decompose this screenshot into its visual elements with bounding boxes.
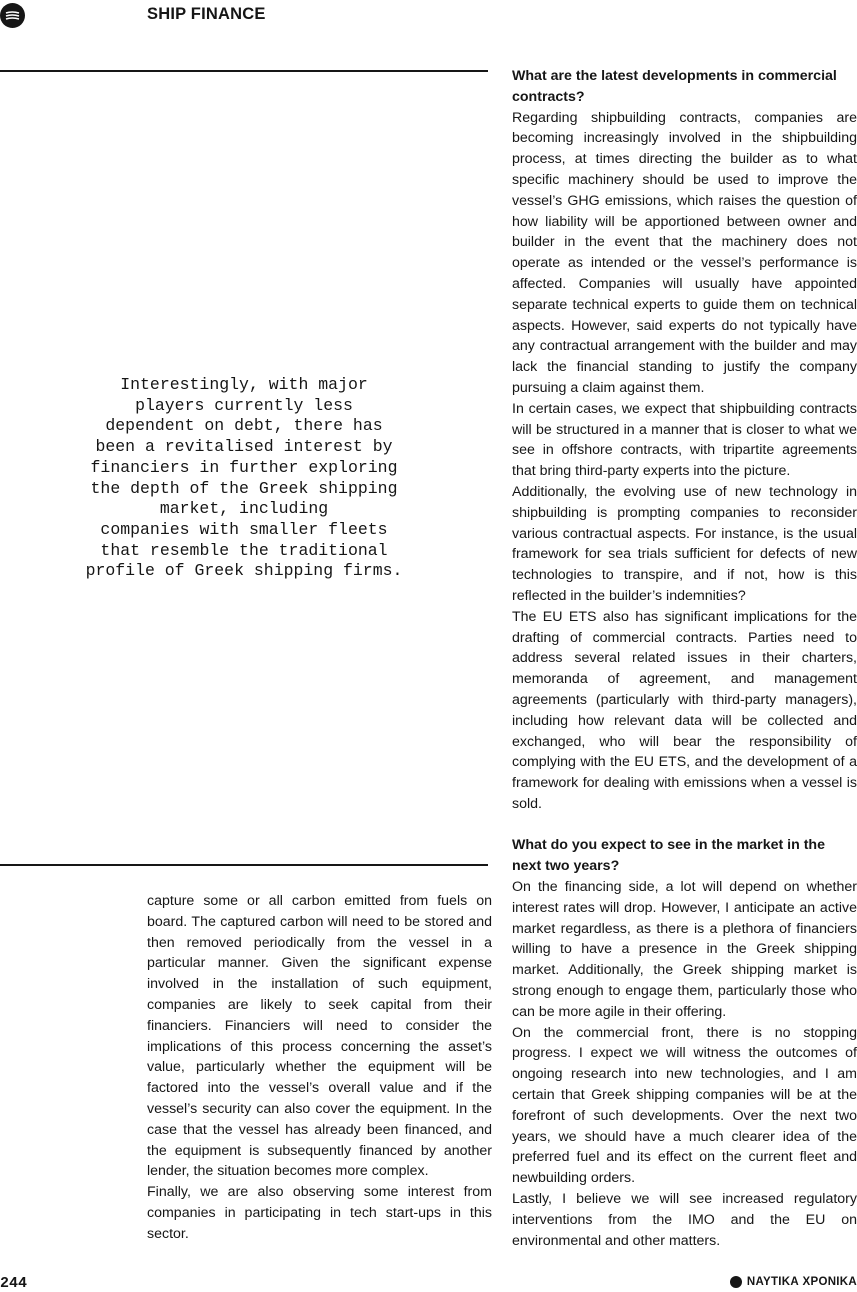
paragraph: Additionally, the evolving use of new technology in shipbuilding is prompting companies to reconsider various contractual aspects. For instance, is the usual framework for sea trials sufficient for defects of new technologies to transpire, and if not, how is this reflected in the builder’s indemnities? bbox=[512, 483, 857, 604]
paragraph: Regarding shipbuilding contracts, companies are becoming increasingly involved in the shipbuilding process, at times directing the builder as to what specific machinery should be used to improve the vessel’s GHG emissions, which raises the question of how liability will be apportioned between owner and builder in the event that the machinery does not operate as intended or the vessel’s performance is affected. Companies will usually have appointed separate technical experts to guide them on technical aspects. However, said experts do not typically have any contractual arrangement with the builder and may lack the financial standing to justify the company pursuing a claim against them. bbox=[512, 109, 857, 396]
left-text-column bbox=[147, 891, 492, 1245]
paragraph: Finally, we are also observing some interest from companies in participating in tech start-ups in this sector. bbox=[147, 1184, 492, 1242]
question-heading: What do you expect to see in the market in the next two years? bbox=[512, 837, 825, 875]
paragraph: On the commercial front, there is no stopping progress. I expect we will witness the outcomes of ongoing research into new technologies, and I am certain that Greek shipping companies will be at the forefront of such developments. Over the next two years, we should have a much clearer idea of the preferred fuel and its effect on the current fleet and newbuilding orders. bbox=[512, 1024, 857, 1187]
section-title: SHIP FINANCE bbox=[147, 5, 266, 23]
top-divider bbox=[0, 70, 488, 72]
pull-quote: Interestingly, with major players currently less dependent on debt, there has been a revitalised interest by financiers in further exploring the depth of the Greek shipping market, including companies with smaller fleets that resemble the traditional profile of Greek shipping firms. bbox=[85, 375, 403, 581]
page-number: 244 bbox=[0, 1275, 28, 1292]
bottom-divider bbox=[0, 864, 488, 866]
brand-logo-icon bbox=[730, 1276, 742, 1288]
paragraph: On the financing side, a lot will depend on whether interest rates will drop. However, I anticipate an active market regardless, as there is a plethora of financiers willing to have a presence in the Greek shipping market. Additionally, the Greek shipping market is strong enough to engage them, particularly those who can be more agile in their offering. bbox=[512, 879, 857, 1020]
paragraph: capture some or all carbon emitted from fuels on board. The captured carbon will need to be stored and then removed periodically from the vessel in a particular manner. Given the significant expense involved in the installation of such equipment, companies are likely to seek capital from their financiers. Financiers will need to consider the implications of this process concerning the asset’s value, particularly whether the equipment will be factored into the vessel’s overall value and if the vessel’s security can also cover the equipment. In the case that the vessel has already been financed, and the equipment is subsequently financed by another lender, the situation becomes more complex. bbox=[147, 893, 492, 1180]
paragraph-spacer bbox=[512, 815, 857, 836]
paragraph: The EU ETS also has significant implications for the drafting of commercial contracts. Parties need to address several related issues in their charters, memoranda of agreement, and management agreements (particularly with third-party managers), including how relevant data will be collected and exchanged, who will bear the responsibility of complying with the EU ETS, and the development of a framework for dealing with emissions when a vessel is sold. bbox=[512, 608, 857, 812]
right-text-column bbox=[512, 66, 857, 1251]
question-heading: What are the latest developments in commercial contracts? bbox=[512, 68, 837, 105]
magazine-logo-icon bbox=[0, 3, 25, 28]
brand-name: ΝΑΥΤΙΚΑ ΧΡΟΝΙΚΑ bbox=[746, 1276, 857, 1288]
paragraph: Lastly, I believe we will see increased regulatory interventions from the IMO and the EU on environmental and other matters. bbox=[512, 1191, 857, 1249]
paragraph: In certain cases, we expect that shipbuilding contracts will be structured in a manner that is closer to what we see in offshore contracts, with tripartite agreements that bring third-party experts into the picture. bbox=[512, 400, 857, 480]
footer-brand bbox=[730, 1276, 857, 1288]
